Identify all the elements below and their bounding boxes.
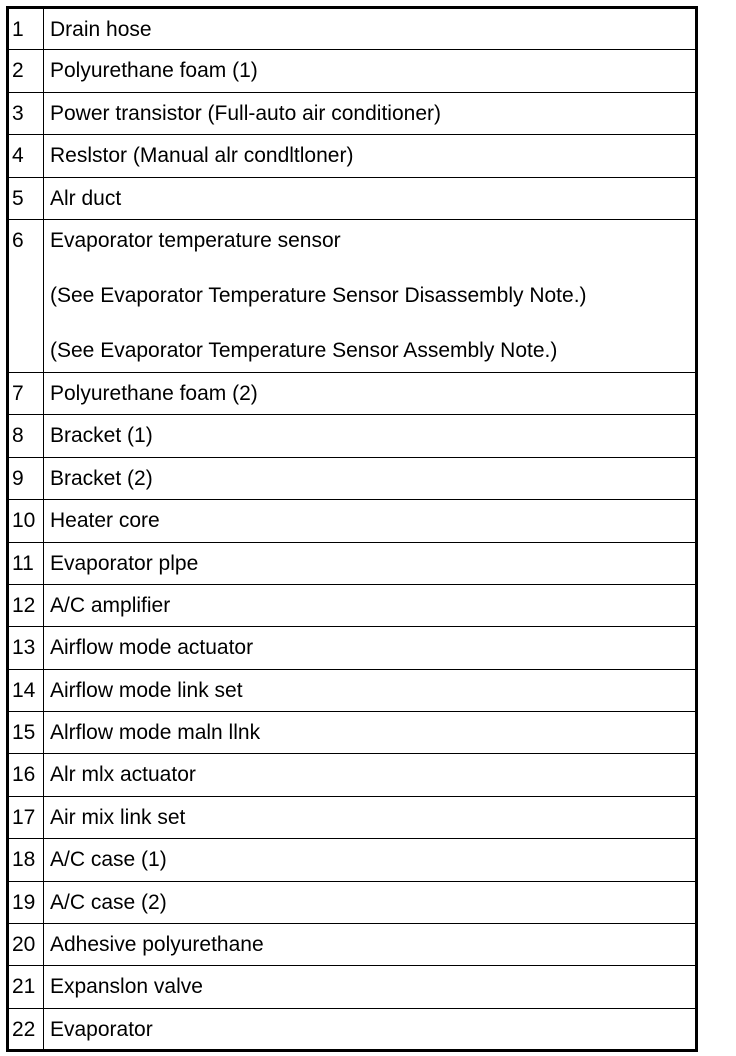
part-number-cell: 5 [8, 177, 44, 219]
part-description-cell [44, 542, 697, 584]
part-description-cell [44, 712, 697, 754]
table-row [8, 924, 697, 966]
table-row [8, 415, 697, 457]
table-row [8, 966, 697, 1008]
part-number-cell: 10 [8, 500, 44, 542]
table-row [8, 754, 697, 796]
part-number-cell: 19 [8, 881, 44, 923]
part-number-cell: 12 [8, 584, 44, 626]
parts-table [6, 6, 698, 1052]
part-description-cell [44, 177, 697, 219]
table-row [8, 219, 697, 372]
table-row [8, 135, 697, 177]
part-description-cell [44, 881, 697, 923]
part-name: Expanslon valve [50, 975, 203, 999]
table-row [8, 542, 697, 584]
part-description-cell [44, 754, 697, 796]
part-description-cell [44, 500, 697, 542]
part-number-cell: 3 [8, 92, 44, 134]
part-name: Airflow mode link set [50, 678, 243, 702]
part-number-cell: 1 [8, 8, 44, 50]
part-name: Airflow mode actuator [50, 636, 254, 660]
part-name: Alr mlx actuator [50, 763, 196, 787]
part-number-cell: 11 [8, 542, 44, 584]
part-number-cell: 20 [8, 924, 44, 966]
table-row [8, 457, 697, 499]
table-row [8, 177, 697, 219]
part-note: (See Evaporator Temperature Sensor Disassembly Note.) [50, 283, 587, 307]
table-row [8, 8, 697, 50]
part-name: A/C case (2) [50, 890, 167, 914]
part-description-cell [44, 627, 697, 669]
part-number-cell: 9 [8, 457, 44, 499]
part-name: Alrflow mode maln llnk [50, 721, 261, 745]
table-row [8, 1008, 697, 1050]
part-number-cell: 7 [8, 372, 44, 414]
part-number-cell: 15 [8, 712, 44, 754]
part-name: Polyurethane foam (1) [50, 59, 258, 83]
part-number-cell: 4 [8, 135, 44, 177]
part-description-cell [44, 135, 697, 177]
part-number-cell: 14 [8, 669, 44, 711]
table-row [8, 669, 697, 711]
table-row [8, 50, 697, 92]
part-name: Evaporator temperature sensor [50, 228, 341, 252]
part-number-cell: 2 [8, 50, 44, 92]
part-description-cell [44, 796, 697, 838]
part-name: Polyurethane foam (2) [50, 381, 258, 405]
part-note: (See Evaporator Temperature Sensor Assembly Note.) [50, 338, 558, 362]
part-name: Power transistor (Full-auto air conditioner) [50, 101, 441, 125]
part-name: A/C case (1) [50, 848, 167, 872]
part-description-cell [44, 457, 697, 499]
part-number-cell: 17 [8, 796, 44, 838]
part-name: Adhesive polyurethane [50, 933, 264, 957]
part-name: Air mix link set [50, 805, 186, 829]
part-description-cell [44, 415, 697, 457]
table-row [8, 796, 697, 838]
part-description-cell [44, 584, 697, 626]
part-description-cell [44, 219, 697, 372]
parts-table-body [8, 8, 697, 1051]
table-row [8, 839, 697, 881]
part-number-cell: 18 [8, 839, 44, 881]
part-name: Evaporator [50, 1017, 153, 1041]
table-row [8, 92, 697, 134]
part-description-cell [44, 669, 697, 711]
part-description-cell [44, 839, 697, 881]
part-name: Evaporator plpe [50, 551, 199, 575]
part-name: Alr duct [50, 186, 122, 210]
table-row [8, 372, 697, 414]
part-name: A/C amplifier [50, 593, 171, 617]
part-description-cell [44, 372, 697, 414]
part-description-cell [44, 92, 697, 134]
part-number-cell: 6 [8, 219, 44, 372]
part-number-cell: 22 [8, 1008, 44, 1050]
table-row [8, 712, 697, 754]
part-number-cell: 8 [8, 415, 44, 457]
part-name: Heater core [50, 509, 160, 533]
table-row [8, 500, 697, 542]
table-row [8, 584, 697, 626]
part-name: Reslstor (Manual alr condltloner) [50, 144, 354, 168]
part-description-cell [44, 1008, 697, 1050]
part-description-cell [44, 966, 697, 1008]
part-name: Drain hose [50, 18, 152, 41]
part-number-cell: 13 [8, 627, 44, 669]
table-row [8, 881, 697, 923]
part-number-cell: 21 [8, 966, 44, 1008]
part-description-cell [44, 8, 697, 50]
part-name: Bracket (2) [50, 466, 153, 490]
part-description-cell [44, 50, 697, 92]
part-name: Bracket (1) [50, 424, 153, 448]
part-description-cell [44, 924, 697, 966]
part-number-cell: 16 [8, 754, 44, 796]
table-row [8, 627, 697, 669]
